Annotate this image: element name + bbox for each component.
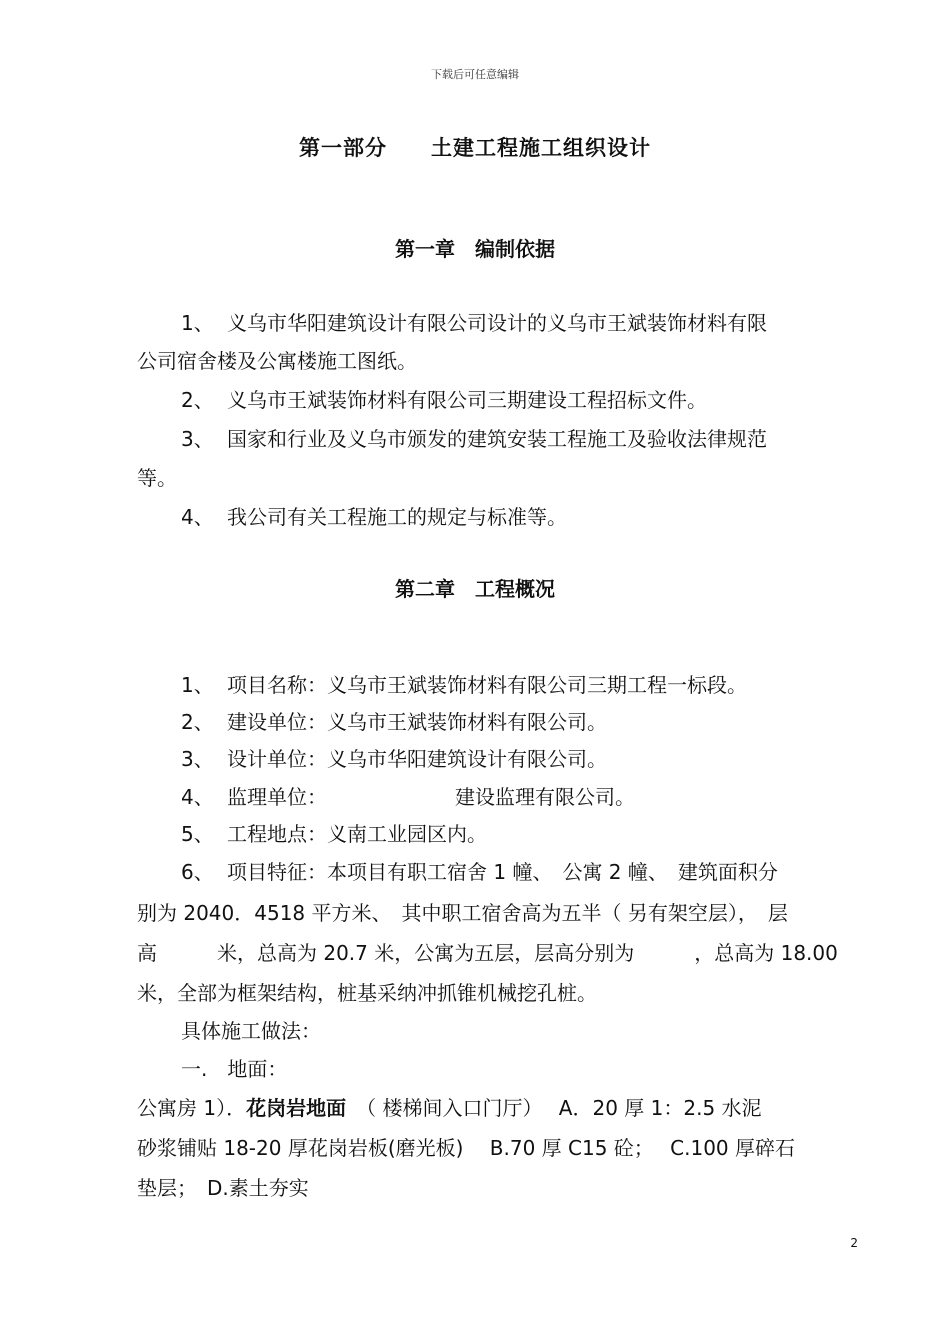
ch2-item-1 [181,673,747,697]
item-text: 我公司有关工程施工的规定与标准等。 [227,505,567,529]
apt-bold-title: 花岗岩地面 [246,1096,347,1120]
ch2-item-2 [181,710,607,734]
apartment-floor-cont-2: 垫层； D.素土夯实 [137,1176,309,1200]
ch1-item-3 [181,427,767,451]
item-number: 5、 [181,822,214,846]
ch2-item-6-cont-1: 别为 2040．4518 平方米、 其中职工宿舍高为五半（ 另有架空层）， 层 [137,901,788,925]
ch1-item-2 [181,388,707,412]
ch1-item-4 [181,505,567,529]
item-number: 2、 [181,710,214,734]
item-text: 义乌市王斌装饰材料有限公司三期建设工程招标文件。 [227,388,707,412]
item-text: 义乌市华阳建筑设计有限公司设计的义乌市王斌装饰材料有限 [227,311,767,335]
item-number: 1、 [181,673,214,697]
item-text: 工程地点：义南工业园区内。 [227,822,487,846]
floor-title: 一. 地面： [181,1057,288,1081]
ch1-item-1-cont: 公司宿舍楼及公寓楼施工图纸。 [137,349,417,373]
item-text: 设计单位：义乌市华阳建筑设计有限公司。 [227,747,607,771]
ch2-item-6-cont-3: 米，全部为框架结构，桩基采纳冲抓锥机械挖孔桩。 [137,981,597,1005]
ch2-item-5 [181,822,487,846]
part-title: 第一部分 土建工程施工组织设计 [299,136,651,160]
item-text: 建设监理有限公司。 [455,785,635,809]
item-number: 4、 [181,785,214,809]
method-title: 具体施工做法： [181,1019,321,1043]
ch2-item-6 [181,860,778,884]
item-text: 项目特征：本项目有职工宿舍 1 幢、 公寓 2 幢、 建筑面积分 [227,860,778,884]
item-text: 国家和行业及义乌市颁发的建筑安装工程施工及验收法律规范 [227,427,767,451]
ch1-item-3-cont: 等。 [137,466,177,490]
item-number: 4、 [181,505,214,529]
item-number: 3、 [181,747,214,771]
ch2-item-4 [181,785,635,809]
item-label: 监理单位： [227,785,327,809]
ch1-item-1 [181,311,767,335]
item-text: 建设单位：义乌市王斌装饰材料有限公司。 [227,710,607,734]
item-number: 6、 [181,860,214,884]
apartment-floor-line [137,1096,762,1120]
page-header: 下载后可任意编辑 [431,68,519,81]
chapter-1-title: 第一章 编制依据 [395,237,555,261]
item-text: 项目名称：义乌市王斌装饰材料有限公司三期工程一标段。 [227,673,747,697]
page-number: 2 [850,1236,858,1250]
ch2-item-6-cont-2: 高 米，总高为 20.7 米，公寓为五层，层高分别为 ，总高为 18.00 [137,941,838,965]
item-number: 3、 [181,427,214,451]
apartment-floor-cont-1: 砂浆铺贴 18-20 厚花岗岩板(磨光板) B.70 厚 C15 砼； C.100 厚碎石 [137,1136,796,1160]
ch2-item-3 [181,747,607,771]
item-number: 2、 [181,388,214,412]
apt-prefix: 公寓房 1）． [137,1096,247,1120]
chapter-2-title: 第二章 工程概况 [395,577,555,601]
apt-rest: （ 楼梯间入口门厅） A．20 厚 1：2.5 水泥 [346,1096,762,1120]
item-number: 1、 [181,311,214,335]
